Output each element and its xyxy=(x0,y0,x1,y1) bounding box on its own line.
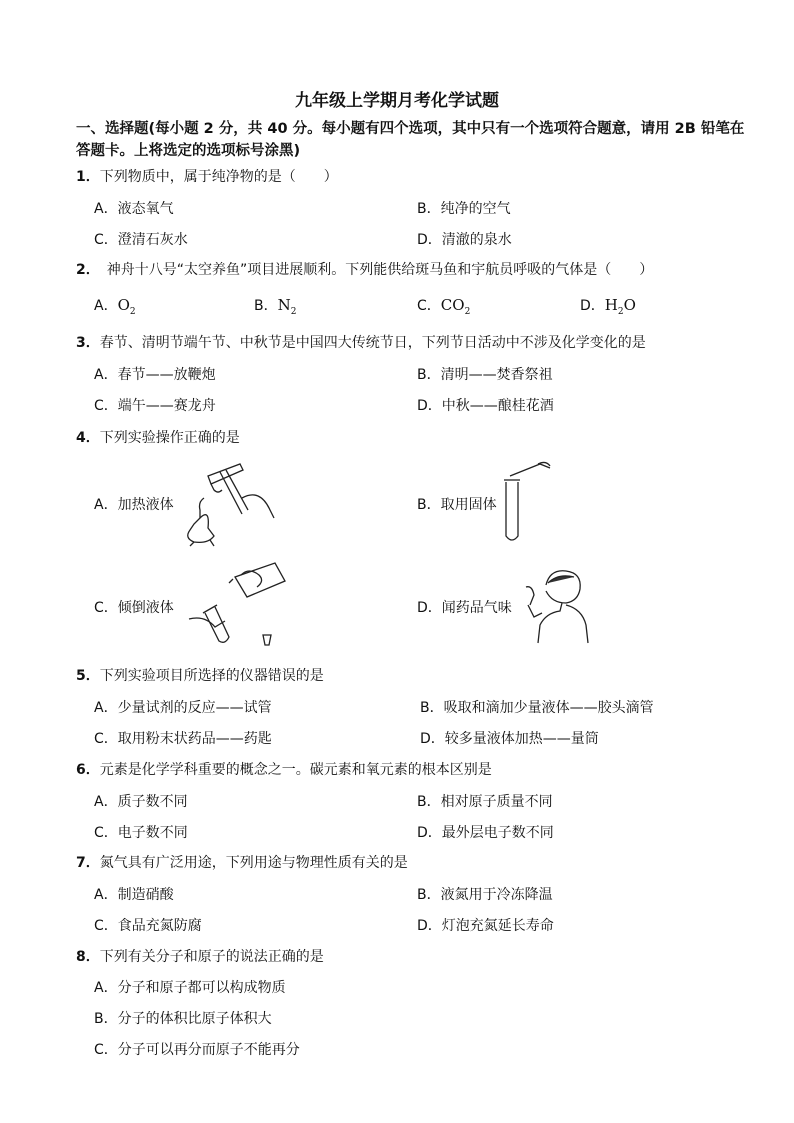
option-c: C．分子可以再分而原子不能再分 xyxy=(94,1042,300,1058)
question-2 xyxy=(76,259,653,279)
option-a xyxy=(94,295,136,317)
question-number: 4． xyxy=(76,430,100,446)
option-d: D．最外层电子数不同 xyxy=(417,825,554,841)
option-d xyxy=(580,295,636,317)
section-heading: 一、选择题(每小题 2 分，共 40 分。每小题有四个选项，其中只有一个选项符合题意，请用 2B 铅笔在答题卡。上将选定的选项标号涂黑) xyxy=(76,121,745,159)
question-4 xyxy=(76,427,240,447)
option-label: A． xyxy=(94,298,118,314)
question-7 xyxy=(76,852,408,872)
smelling-chemicals-illustration xyxy=(516,565,592,645)
option-b: B．吸取和滴加少量液体——胶头滴管 xyxy=(420,700,654,716)
option-c: C．澄清石灰水 xyxy=(94,232,188,248)
option-b: B．清明——焚香祭祖 xyxy=(417,367,553,383)
question-text: 下列实验项目所选择的仪器错误的是 xyxy=(99,668,324,684)
option-a: A．液态氧气 xyxy=(94,201,174,217)
option-c: C．食品充氮防腐 xyxy=(94,918,202,934)
page-title: 九年级上学期月考化学试题 xyxy=(295,91,499,111)
option-a: A．分子和原子都可以构成物质 xyxy=(94,980,286,996)
option-c: C．端午——赛龙舟 xyxy=(94,398,216,414)
option-b: B．分子的体积比原子体积大 xyxy=(94,1011,272,1027)
formula: $H_2O$ xyxy=(604,296,636,317)
option-a: A．质子数不同 xyxy=(94,794,188,810)
option-b xyxy=(254,295,296,317)
question-6 xyxy=(76,759,492,779)
option-b: B．纯净的空气 xyxy=(417,201,511,217)
option-d: D．较多量液体加热——量筒 xyxy=(420,731,599,747)
question-number: 1． xyxy=(76,169,100,185)
option-c: C．电子数不同 xyxy=(94,825,188,841)
option-d: D．闻药品气味 xyxy=(417,600,512,616)
question-text: 氮气具有广泛用途，下列用途与物理性质有关的是 xyxy=(99,855,408,871)
option-label: B． xyxy=(254,298,278,314)
question-text: 下列物质中，属于纯净物的是（ ） xyxy=(99,169,338,185)
question-1 xyxy=(76,166,338,186)
option-b: B．液氮用于冷冻降温 xyxy=(417,887,553,903)
question-number: 5． xyxy=(76,668,100,684)
option-d: D．中秋——酿桂花酒 xyxy=(417,398,554,414)
question-text: 神舟十八号“太空养鱼”项目进展顺利。下列能供给斑马鱼和宇航员呼吸的气体是（ ） xyxy=(92,262,654,278)
option-a: A．制造硝酸 xyxy=(94,887,174,903)
option-b: B．相对原子质量不同 xyxy=(417,794,553,810)
option-label: D． xyxy=(580,298,605,314)
option-a: A．春节——放鞭炮 xyxy=(94,367,216,383)
option-a: A．少量试剂的反应——试管 xyxy=(94,700,272,716)
option-c xyxy=(417,295,470,317)
option-d: D．灯泡充氮延长寿命 xyxy=(417,918,554,934)
question-text: 下列实验操作正确的是 xyxy=(99,430,240,446)
heating-liquid-illustration xyxy=(180,458,280,548)
option-b: B．取用固体 xyxy=(417,497,497,513)
question-number: 3． xyxy=(76,335,100,351)
question-number: 7． xyxy=(76,855,100,871)
taking-solid-illustration xyxy=(500,458,560,544)
formula: $N_2$ xyxy=(277,296,297,317)
option-c: C．取用粉末状药品——药匙 xyxy=(94,731,272,747)
option-label: C． xyxy=(417,298,441,314)
question-text: 元素是化学学科重要的概念之一。碳元素和氧元素的根本区别是 xyxy=(99,762,492,778)
question-number: 2． xyxy=(76,262,93,278)
formula: $CO_2$ xyxy=(440,296,471,317)
question-text: 春节、清明节端午节、中秋节是中国四大传统节日，下列节日活动中不涉及化学变化的是 xyxy=(99,335,646,351)
question-8 xyxy=(76,946,324,966)
formula: $O_2$ xyxy=(117,296,136,317)
question-number: 8． xyxy=(76,949,100,965)
option-c: C．倾倒液体 xyxy=(94,600,174,616)
question-3 xyxy=(76,332,646,352)
question-number: 6． xyxy=(76,762,100,778)
question-5 xyxy=(76,665,324,685)
pouring-liquid-illustration xyxy=(185,557,295,652)
option-d: D．清澈的泉水 xyxy=(417,232,512,248)
option-a: A．加热液体 xyxy=(94,497,174,513)
question-text: 下列有关分子和原子的说法正确的是 xyxy=(99,949,324,965)
